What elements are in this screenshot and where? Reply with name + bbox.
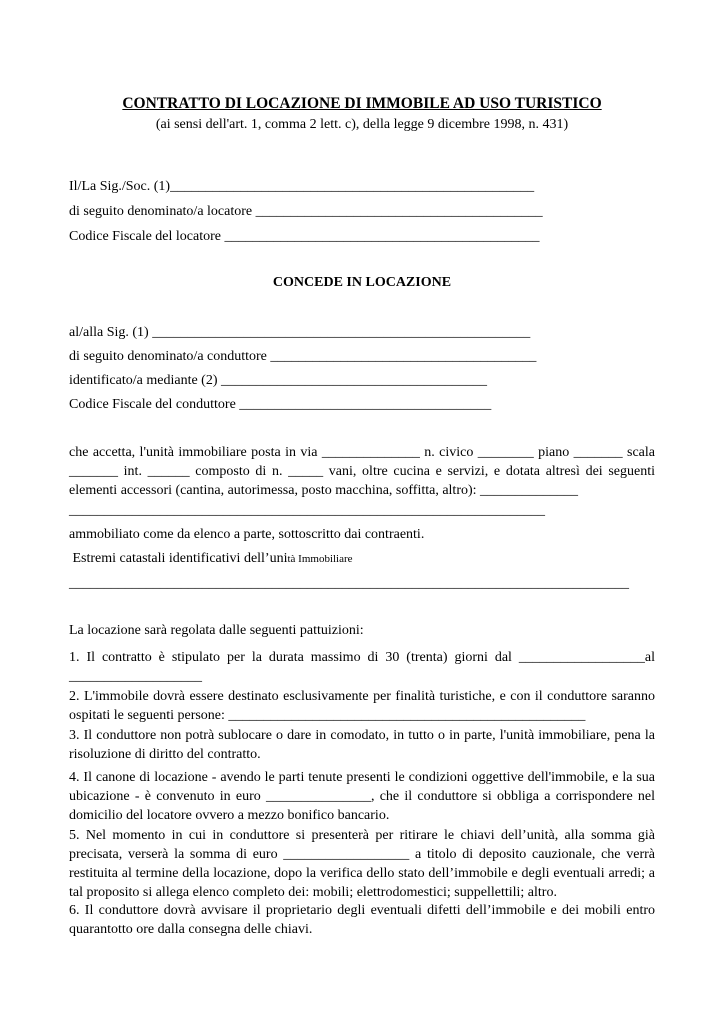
cadastral-label: Estremi catastali identificativi dell’uni (69, 551, 288, 566)
locatore-name-line: Il/La Sig./Soc. (1)____________________________________________________ (69, 179, 535, 194)
unit-description-paragraph: che accetta, l'unità immobiliare posta in via ______________ n. civico ________ piano _______ scala _______ int. ______ composto di n. _____ vani, oltre cucina e servizi, e dotata altresì dei seguenti elementi accessori (cantina, autorimessa, posto macchina, soffitta, altro): ______________ (69, 445, 655, 498)
cadastral-blank-line: ________________________________________________________________________________ (69, 576, 629, 591)
clause-2: 2. L'immobile dovrà essere destinato esclusivamente per finalità turistiche, e con il conduttore saranno ospitati le seguenti persone: ___________________________________________________ (69, 689, 655, 723)
conduttore-name-line: al/alla Sig. (1) ______________________________________________________ (69, 325, 531, 340)
blank-fill-line: ____________________________________________________________________ (69, 503, 545, 518)
document-subtitle: (ai sensi dell'art. 1, comma 2 lett. c), della legge 9 dicembre 1998, n. 431) (155, 117, 569, 132)
clause-6: 6. Il conduttore dovrà avvisare il proprietario degli eventuali difetti dell’immobile e dei mobili entro quarantotto ore dalla consegna delle chiavi. (69, 903, 655, 937)
locatore-denomination-line: di seguito denominato/a locatore _________________________________________ (69, 204, 543, 219)
clause-3: 3. Il conduttore non potrà sublocare o dare in comodato, in tutto o in parte, l'unità immobiliare, pena la risoluzione di diritto del contratto. (69, 728, 655, 762)
conduttore-id-line: identificato/a mediante (2) ______________________________________ (69, 373, 487, 388)
clause-4: 4. Il canone di locazione - avendo le parti tenute presenti le condizioni oggettive dell'immobile, e la sua ubicazione - è convenuto in euro _______________, che il conduttore si obbliga a corrispondere nel domicilio del locatore ovvero a mezzo bonifico bancario. (69, 770, 655, 823)
cadastral-label-small: tà Immobiliare (287, 553, 353, 565)
clauses-intro: La locazione sarà regolata dalle seguenti pattuizioni: (69, 623, 364, 638)
clause-1: 1. Il contratto è stipulato per la durata massimo di 30 (trenta) giorni dal __________________al ___________________ (69, 650, 655, 684)
furnished-note: ammobiliato come da elenco a parte, sottoscritto dai contraenti. (69, 527, 425, 542)
conduttore-denomination-line: di seguito denominato/a conduttore ______________________________________ (69, 349, 537, 364)
document-title: CONTRATTO DI LOCAZIONE DI IMMOBILE AD USO TURISTICO (122, 95, 602, 112)
locatore-fiscal-code-line: Codice Fiscale del locatore _____________________________________________ (69, 229, 540, 244)
clause-5: 5. Nel momento in cui in conduttore si presenterà per ritirare le chiavi dell’unità, alla somma già precisata, verserà la somma di euro __________________ a titolo di deposito cauzionale, che verrà restituita al termine della locazione, dopo la verifica dello stato dell’immobile e degli eventuali arredi; a tal proposito si allega elenco completo dei: mobili; elettrodomestici; suppellettili; altro. (69, 828, 655, 900)
section-heading: CONCEDE IN LOCAZIONE (272, 275, 452, 290)
cadastral-references (69, 551, 353, 567)
conduttore-fiscal-code-line: Codice Fiscale del conduttore ____________________________________ (69, 397, 492, 412)
